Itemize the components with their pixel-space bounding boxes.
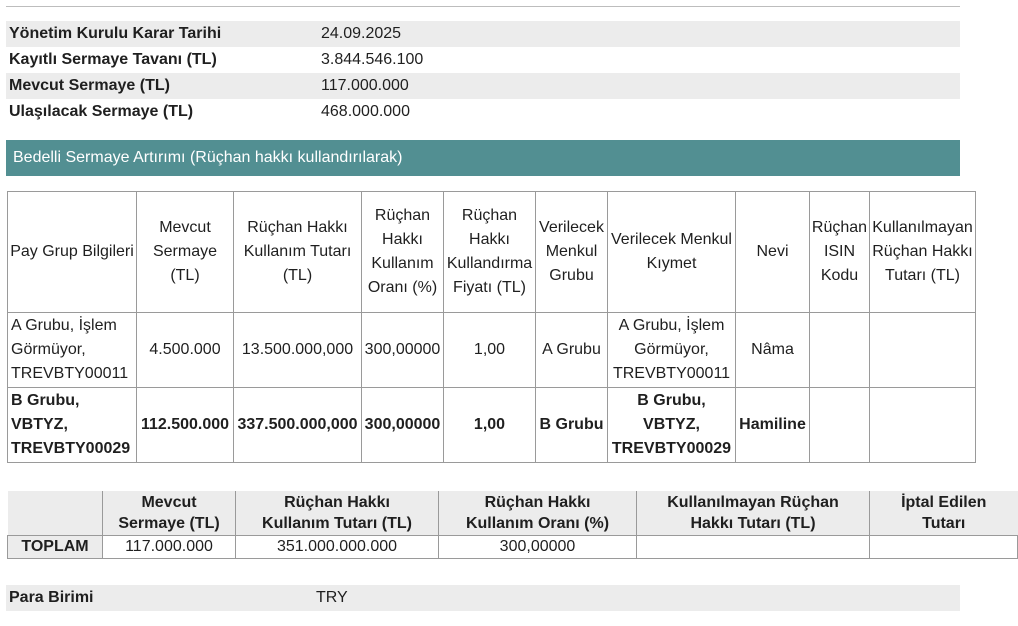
column-header: Mevcut Sermaye (TL)	[137, 192, 234, 313]
kullanim-orani-cell: 300,00000	[362, 313, 444, 388]
menkul-grubu-cell: B Grubu	[536, 388, 608, 463]
total-kullanim-orani: 300,00000	[439, 536, 637, 559]
menkul-kiymet-cell: B Grubu, VBTYZ, TREVBTY00029	[608, 388, 736, 463]
header-line: Kullanım Oranı (%)	[465, 515, 610, 532]
column-header: Rüçhan Hakkı Kullanım Oranı (%)	[362, 192, 444, 313]
header-line: Kullanılmayan Rüçhan	[667, 494, 839, 511]
currency-row	[6, 585, 960, 611]
currency-label: Para Birimi	[9, 589, 94, 606]
nevi-cell: Nâma	[736, 313, 810, 388]
kullanilmayan-cell	[870, 313, 976, 388]
header-line: Sermaye (TL)	[118, 515, 220, 532]
section-title-rights-issue: Bedelli Sermaye Artırımı (Rüçhan hakkı kullandırılarak)	[6, 140, 960, 176]
info-label: Kayıtlı Sermaye Tavanı (TL)	[6, 47, 315, 73]
info-row-target-capital	[6, 99, 960, 125]
info-value: 117.000.000	[315, 73, 960, 99]
pay-grup-cell: A Grubu, İşlem Görmüyor, TREVBTY00011	[8, 313, 137, 388]
totals-corner-header	[8, 491, 103, 536]
header-line: Hakkı Tutarı (TL)	[690, 515, 816, 532]
kullanim-orani-cell: 300,00000	[362, 388, 444, 463]
share-group-table	[7, 191, 976, 463]
header-line: Kullanım Tutarı (TL)	[262, 515, 412, 532]
info-row-registered-capital-ceiling	[6, 47, 960, 73]
info-label: Ulaşılacak Sermaye (TL)	[6, 99, 315, 125]
totals-row-label: TOPLAM	[8, 536, 103, 559]
total-kullanim-tutari: 351.000.000.000	[236, 536, 439, 559]
column-header: Rüçhan Hakkı Kullanım Tutarı (TL)	[234, 192, 362, 313]
column-header	[439, 491, 637, 536]
column-header	[637, 491, 870, 536]
fiyat-cell: 1,00	[444, 313, 536, 388]
kullanim-tutari-cell: 337.500.000,000	[234, 388, 362, 463]
totals-table	[7, 491, 1018, 559]
column-header	[870, 491, 1018, 536]
mevcut-sermaye-cell: 112.500.000	[137, 388, 234, 463]
column-header: Rüçhan Hakkı Kullandırma Fiyatı (TL)	[444, 192, 536, 313]
info-value: 468.000.000	[315, 99, 960, 125]
column-header: Rüçhan ISIN Kodu	[810, 192, 870, 313]
menkul-kiymet-cell: A Grubu, İşlem Görmüyor, TREVBTY00011	[608, 313, 736, 388]
mevcut-sermaye-cell: 4.500.000	[137, 313, 234, 388]
nevi-cell: Hamiline	[736, 388, 810, 463]
column-header	[103, 491, 236, 536]
total-mevcut-sermaye: 117.000.000	[103, 536, 236, 559]
header-line: Rüçhan Hakkı	[484, 494, 591, 511]
total-iptal	[870, 536, 1018, 559]
top-divider	[6, 6, 960, 7]
currency-value: TRY	[316, 589, 348, 606]
header-line: Rüçhan Hakkı	[284, 494, 390, 511]
info-value: 24.09.2025	[315, 21, 960, 47]
pay-grup-cell: B Grubu, VBTYZ, TREVBTY00029	[8, 388, 137, 463]
board-decision-info-table	[6, 21, 960, 125]
isin-cell	[810, 388, 870, 463]
fiyat-cell: 1,00	[444, 388, 536, 463]
column-header: Pay Grup Bilgileri	[8, 192, 137, 313]
totals-header-row	[8, 491, 1018, 536]
table-row	[8, 388, 976, 463]
column-header: Nevi	[736, 192, 810, 313]
info-row-decision-date	[6, 21, 960, 47]
menkul-grubu-cell: A Grubu	[536, 313, 608, 388]
column-header: Verilecek Menkul Kıymet	[608, 192, 736, 313]
info-label: Yönetim Kurulu Karar Tarihi	[6, 21, 315, 47]
total-kullanilmayan	[637, 536, 870, 559]
column-header: Verilecek Menkul Grubu	[536, 192, 608, 313]
kullanim-tutari-cell: 13.500.000,000	[234, 313, 362, 388]
isin-cell	[810, 313, 870, 388]
table-row	[8, 313, 976, 388]
header-line: İptal Edilen	[901, 494, 987, 511]
info-value: 3.844.546.100	[315, 47, 960, 73]
info-row-current-capital	[6, 73, 960, 99]
info-label: Mevcut Sermaye (TL)	[6, 73, 315, 99]
header-line: Mevcut	[141, 494, 197, 511]
share-group-header-row	[8, 192, 976, 313]
column-header: Kullanılmayan Rüçhan Hakkı Tutarı (TL)	[870, 192, 976, 313]
header-line: Tutarı	[922, 515, 966, 532]
column-header	[236, 491, 439, 536]
totals-row	[8, 536, 1018, 559]
kullanilmayan-cell	[870, 388, 976, 463]
